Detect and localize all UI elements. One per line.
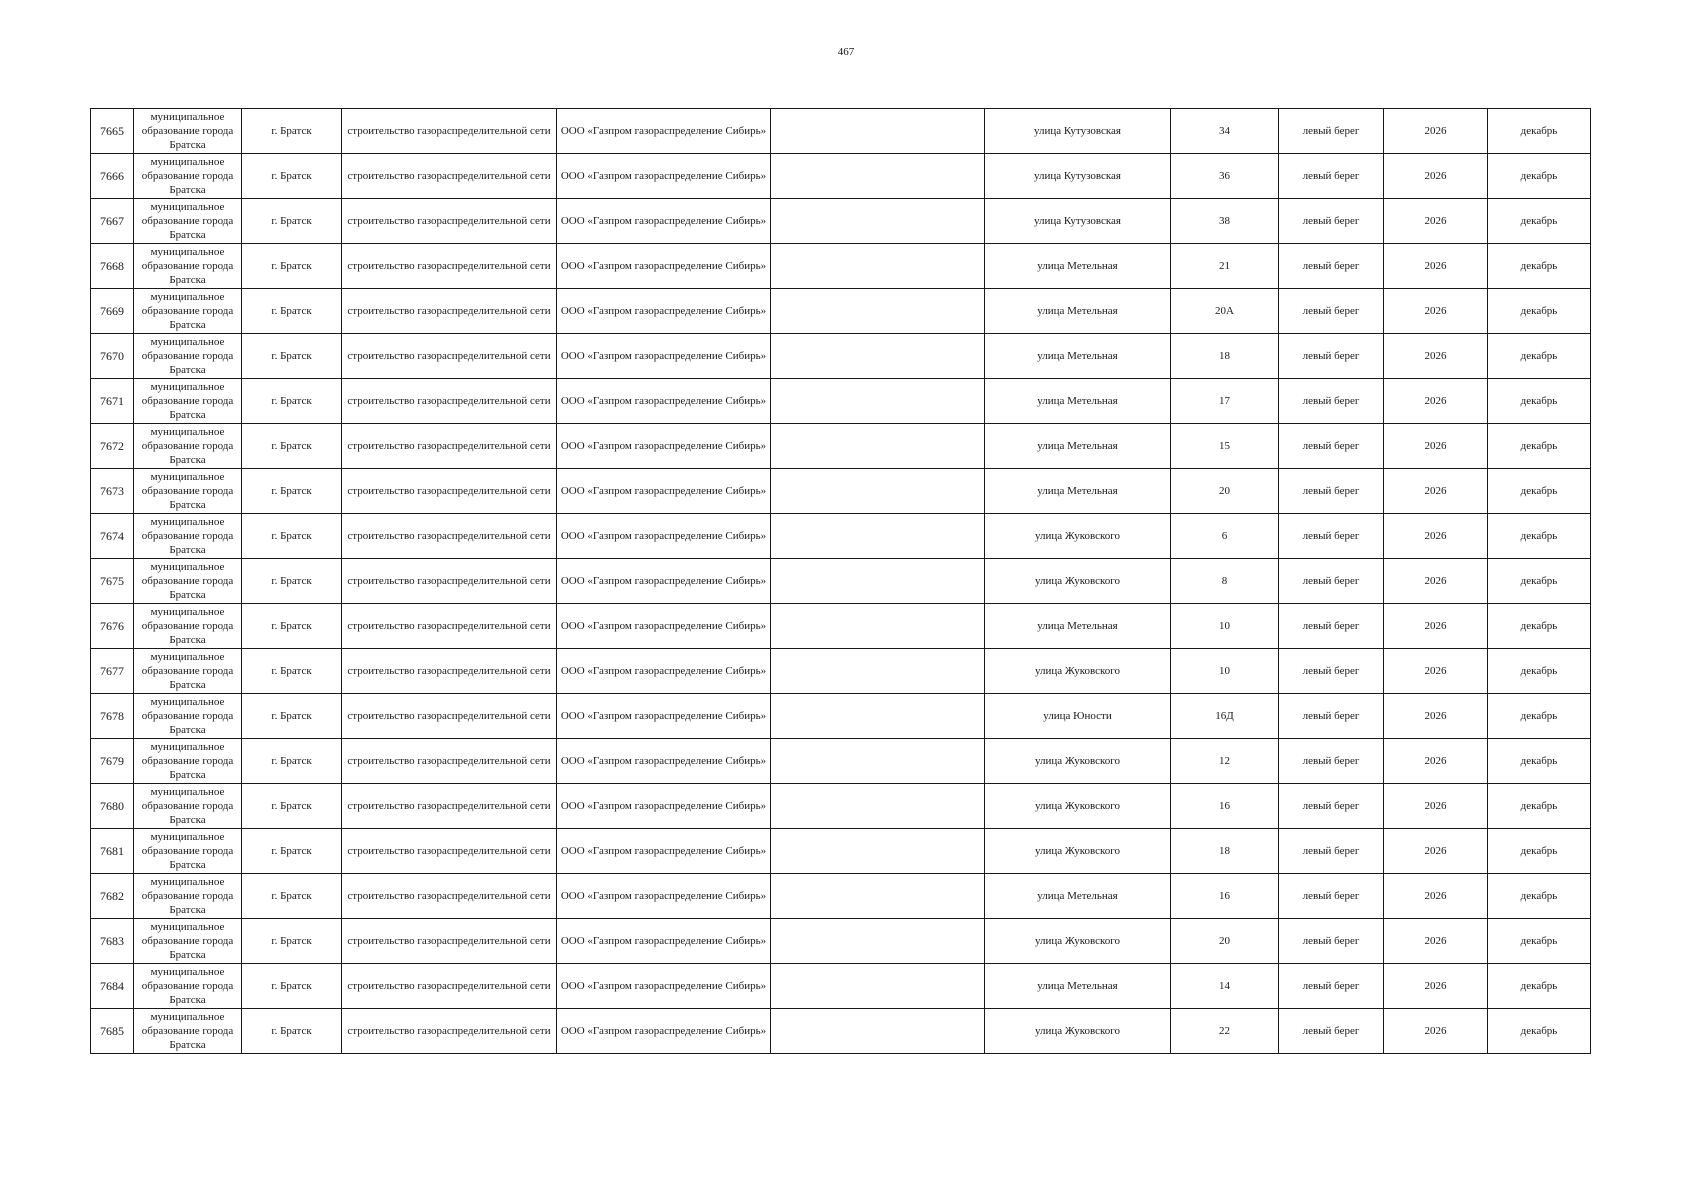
city-cell: г. Братск bbox=[242, 424, 342, 469]
month-cell: декабрь bbox=[1488, 514, 1591, 559]
river-bank-cell: левый берег bbox=[1279, 919, 1384, 964]
river-bank-cell: левый берег bbox=[1279, 424, 1384, 469]
river-bank-cell: левый берег bbox=[1279, 964, 1384, 1009]
row-number-cell: 7672 bbox=[91, 424, 134, 469]
organization-cell: ООО «Газпром газораспределение Сибирь» bbox=[557, 874, 771, 919]
river-bank-cell: левый берег bbox=[1279, 649, 1384, 694]
row-number-cell: 7665 bbox=[91, 109, 134, 154]
municipality-cell: муниципальное образование города Братска bbox=[134, 649, 242, 694]
empty-cell bbox=[771, 604, 985, 649]
street-cell: улица Жуковского bbox=[985, 514, 1171, 559]
street-cell: улица Метельная bbox=[985, 424, 1171, 469]
empty-cell bbox=[771, 1009, 985, 1054]
city-cell: г. Братск bbox=[242, 334, 342, 379]
table-row bbox=[91, 289, 1591, 334]
city-cell: г. Братск bbox=[242, 469, 342, 514]
empty-cell bbox=[771, 784, 985, 829]
month-cell: декабрь bbox=[1488, 154, 1591, 199]
year-cell: 2026 bbox=[1384, 469, 1488, 514]
month-cell: декабрь bbox=[1488, 289, 1591, 334]
work-type-cell: строительство газораспределительной сети bbox=[342, 199, 557, 244]
municipality-cell: муниципальное образование города Братска bbox=[134, 784, 242, 829]
house-number-cell: 20 bbox=[1171, 469, 1279, 514]
year-cell: 2026 bbox=[1384, 559, 1488, 604]
year-cell: 2026 bbox=[1384, 334, 1488, 379]
street-cell: улица Жуковского bbox=[985, 649, 1171, 694]
year-cell: 2026 bbox=[1384, 604, 1488, 649]
row-number-cell: 7682 bbox=[91, 874, 134, 919]
month-cell: декабрь bbox=[1488, 109, 1591, 154]
row-number-cell: 7680 bbox=[91, 784, 134, 829]
empty-cell bbox=[771, 964, 985, 1009]
empty-cell bbox=[771, 334, 985, 379]
empty-cell bbox=[771, 559, 985, 604]
work-type-cell: строительство газораспределительной сети bbox=[342, 559, 557, 604]
empty-cell bbox=[771, 424, 985, 469]
city-cell: г. Братск bbox=[242, 829, 342, 874]
river-bank-cell: левый берег bbox=[1279, 514, 1384, 559]
month-cell: декабрь bbox=[1488, 379, 1591, 424]
river-bank-cell: левый берег bbox=[1279, 289, 1384, 334]
month-cell: декабрь bbox=[1488, 424, 1591, 469]
work-type-cell: строительство газораспределительной сети bbox=[342, 109, 557, 154]
row-number-cell: 7675 bbox=[91, 559, 134, 604]
table-row bbox=[91, 874, 1591, 919]
table-row bbox=[91, 1009, 1591, 1054]
river-bank-cell: левый берег bbox=[1279, 739, 1384, 784]
organization-cell: ООО «Газпром газораспределение Сибирь» bbox=[557, 784, 771, 829]
row-number-cell: 7681 bbox=[91, 829, 134, 874]
river-bank-cell: левый берег bbox=[1279, 604, 1384, 649]
empty-cell bbox=[771, 649, 985, 694]
month-cell: декабрь bbox=[1488, 649, 1591, 694]
river-bank-cell: левый берег bbox=[1279, 334, 1384, 379]
empty-cell bbox=[771, 244, 985, 289]
work-type-cell: строительство газораспределительной сети bbox=[342, 469, 557, 514]
river-bank-cell: левый берег bbox=[1279, 784, 1384, 829]
year-cell: 2026 bbox=[1384, 739, 1488, 784]
river-bank-cell: левый берег bbox=[1279, 109, 1384, 154]
city-cell: г. Братск bbox=[242, 289, 342, 334]
work-type-cell: строительство газораспределительной сети bbox=[342, 964, 557, 1009]
row-number-cell: 7683 bbox=[91, 919, 134, 964]
street-cell: улица Жуковского bbox=[985, 739, 1171, 784]
year-cell: 2026 bbox=[1384, 424, 1488, 469]
year-cell: 2026 bbox=[1384, 964, 1488, 1009]
month-cell: декабрь bbox=[1488, 739, 1591, 784]
month-cell: декабрь bbox=[1488, 469, 1591, 514]
municipality-cell: муниципальное образование города Братска bbox=[134, 964, 242, 1009]
municipality-cell: муниципальное образование города Братска bbox=[134, 379, 242, 424]
organization-cell: ООО «Газпром газораспределение Сибирь» bbox=[557, 649, 771, 694]
table-row bbox=[91, 694, 1591, 739]
row-number-cell: 7679 bbox=[91, 739, 134, 784]
month-cell: декабрь bbox=[1488, 694, 1591, 739]
house-number-cell: 18 bbox=[1171, 829, 1279, 874]
river-bank-cell: левый берег bbox=[1279, 829, 1384, 874]
street-cell: улица Метельная bbox=[985, 964, 1171, 1009]
organization-cell: ООО «Газпром газораспределение Сибирь» bbox=[557, 379, 771, 424]
house-number-cell: 10 bbox=[1171, 649, 1279, 694]
month-cell: декабрь bbox=[1488, 964, 1591, 1009]
house-number-cell: 16Д bbox=[1171, 694, 1279, 739]
street-cell: улица Метельная bbox=[985, 874, 1171, 919]
city-cell: г. Братск bbox=[242, 1009, 342, 1054]
work-type-cell: строительство газораспределительной сети bbox=[342, 334, 557, 379]
year-cell: 2026 bbox=[1384, 199, 1488, 244]
month-cell: декабрь bbox=[1488, 829, 1591, 874]
organization-cell: ООО «Газпром газораспределение Сибирь» bbox=[557, 154, 771, 199]
municipality-cell: муниципальное образование города Братска bbox=[134, 199, 242, 244]
house-number-cell: 6 bbox=[1171, 514, 1279, 559]
work-type-cell: строительство газораспределительной сети bbox=[342, 154, 557, 199]
municipality-cell: муниципальное образование города Братска bbox=[134, 604, 242, 649]
street-cell: улица Метельная bbox=[985, 379, 1171, 424]
row-number-cell: 7670 bbox=[91, 334, 134, 379]
river-bank-cell: левый берег bbox=[1279, 694, 1384, 739]
gas-network-table bbox=[90, 108, 1591, 1054]
municipality-cell: муниципальное образование города Братска bbox=[134, 874, 242, 919]
city-cell: г. Братск bbox=[242, 514, 342, 559]
table-row bbox=[91, 109, 1591, 154]
table-row bbox=[91, 334, 1591, 379]
house-number-cell: 10 bbox=[1171, 604, 1279, 649]
table-row bbox=[91, 829, 1591, 874]
street-cell: улица Жуковского bbox=[985, 829, 1171, 874]
work-type-cell: строительство газораспределительной сети bbox=[342, 784, 557, 829]
house-number-cell: 16 bbox=[1171, 784, 1279, 829]
river-bank-cell: левый берег bbox=[1279, 874, 1384, 919]
organization-cell: ООО «Газпром газораспределение Сибирь» bbox=[557, 199, 771, 244]
year-cell: 2026 bbox=[1384, 244, 1488, 289]
city-cell: г. Братск bbox=[242, 784, 342, 829]
row-number-cell: 7674 bbox=[91, 514, 134, 559]
river-bank-cell: левый берег bbox=[1279, 469, 1384, 514]
municipality-cell: муниципальное образование города Братска bbox=[134, 109, 242, 154]
river-bank-cell: левый берег bbox=[1279, 244, 1384, 289]
river-bank-cell: левый берег bbox=[1279, 154, 1384, 199]
table-row bbox=[91, 604, 1591, 649]
street-cell: улица Жуковского bbox=[985, 1009, 1171, 1054]
house-number-cell: 20А bbox=[1171, 289, 1279, 334]
organization-cell: ООО «Газпром газораспределение Сибирь» bbox=[557, 424, 771, 469]
house-number-cell: 12 bbox=[1171, 739, 1279, 784]
municipality-cell: муниципальное образование города Братска bbox=[134, 694, 242, 739]
organization-cell: ООО «Газпром газораспределение Сибирь» bbox=[557, 694, 771, 739]
street-cell: улица Жуковского bbox=[985, 784, 1171, 829]
city-cell: г. Братск bbox=[242, 379, 342, 424]
table-row bbox=[91, 919, 1591, 964]
table-row bbox=[91, 199, 1591, 244]
table-row bbox=[91, 154, 1591, 199]
municipality-cell: муниципальное образование города Братска bbox=[134, 469, 242, 514]
work-type-cell: строительство газораспределительной сети bbox=[342, 379, 557, 424]
row-number-cell: 7671 bbox=[91, 379, 134, 424]
city-cell: г. Братск bbox=[242, 874, 342, 919]
street-cell: улица Метельная bbox=[985, 289, 1171, 334]
city-cell: г. Братск bbox=[242, 559, 342, 604]
work-type-cell: строительство газораспределительной сети bbox=[342, 694, 557, 739]
work-type-cell: строительство газораспределительной сети bbox=[342, 874, 557, 919]
municipality-cell: муниципальное образование города Братска bbox=[134, 154, 242, 199]
river-bank-cell: левый берег bbox=[1279, 559, 1384, 604]
work-type-cell: строительство газораспределительной сети bbox=[342, 1009, 557, 1054]
empty-cell bbox=[771, 289, 985, 334]
house-number-cell: 17 bbox=[1171, 379, 1279, 424]
city-cell: г. Братск bbox=[242, 739, 342, 784]
street-cell: улица Метельная bbox=[985, 244, 1171, 289]
work-type-cell: строительство газораспределительной сети bbox=[342, 514, 557, 559]
organization-cell: ООО «Газпром газораспределение Сибирь» bbox=[557, 559, 771, 604]
row-number-cell: 7676 bbox=[91, 604, 134, 649]
house-number-cell: 18 bbox=[1171, 334, 1279, 379]
work-type-cell: строительство газораспределительной сети bbox=[342, 424, 557, 469]
street-cell: улица Метельная bbox=[985, 604, 1171, 649]
table-row bbox=[91, 424, 1591, 469]
organization-cell: ООО «Газпром газораспределение Сибирь» bbox=[557, 334, 771, 379]
row-number-cell: 7684 bbox=[91, 964, 134, 1009]
house-number-cell: 16 bbox=[1171, 874, 1279, 919]
work-type-cell: строительство газораспределительной сети bbox=[342, 244, 557, 289]
table-row bbox=[91, 784, 1591, 829]
organization-cell: ООО «Газпром газораспределение Сибирь» bbox=[557, 244, 771, 289]
table-row bbox=[91, 559, 1591, 604]
year-cell: 2026 bbox=[1384, 919, 1488, 964]
organization-cell: ООО «Газпром газораспределение Сибирь» bbox=[557, 604, 771, 649]
work-type-cell: строительство газораспределительной сети bbox=[342, 919, 557, 964]
city-cell: г. Братск bbox=[242, 964, 342, 1009]
work-type-cell: строительство газораспределительной сети bbox=[342, 289, 557, 334]
street-cell: улица Юности bbox=[985, 694, 1171, 739]
house-number-cell: 22 bbox=[1171, 1009, 1279, 1054]
month-cell: декабрь bbox=[1488, 784, 1591, 829]
municipality-cell: муниципальное образование города Братска bbox=[134, 244, 242, 289]
year-cell: 2026 bbox=[1384, 784, 1488, 829]
year-cell: 2026 bbox=[1384, 109, 1488, 154]
organization-cell: ООО «Газпром газораспределение Сибирь» bbox=[557, 964, 771, 1009]
municipality-cell: муниципальное образование города Братска bbox=[134, 1009, 242, 1054]
empty-cell bbox=[771, 514, 985, 559]
organization-cell: ООО «Газпром газораспределение Сибирь» bbox=[557, 1009, 771, 1054]
year-cell: 2026 bbox=[1384, 874, 1488, 919]
table-body bbox=[91, 109, 1591, 1054]
river-bank-cell: левый берег bbox=[1279, 199, 1384, 244]
city-cell: г. Братск bbox=[242, 604, 342, 649]
city-cell: г. Братск bbox=[242, 244, 342, 289]
table-row bbox=[91, 964, 1591, 1009]
row-number-cell: 7669 bbox=[91, 289, 134, 334]
year-cell: 2026 bbox=[1384, 514, 1488, 559]
empty-cell bbox=[771, 469, 985, 514]
house-number-cell: 21 bbox=[1171, 244, 1279, 289]
work-type-cell: строительство газораспределительной сети bbox=[342, 829, 557, 874]
month-cell: декабрь bbox=[1488, 874, 1591, 919]
month-cell: декабрь bbox=[1488, 334, 1591, 379]
organization-cell: ООО «Газпром газораспределение Сибирь» bbox=[557, 514, 771, 559]
empty-cell bbox=[771, 919, 985, 964]
municipality-cell: муниципальное образование города Братска bbox=[134, 559, 242, 604]
municipality-cell: муниципальное образование города Братска bbox=[134, 514, 242, 559]
year-cell: 2026 bbox=[1384, 829, 1488, 874]
street-cell: улица Жуковского bbox=[985, 559, 1171, 604]
work-type-cell: строительство газораспределительной сети bbox=[342, 739, 557, 784]
year-cell: 2026 bbox=[1384, 289, 1488, 334]
year-cell: 2026 bbox=[1384, 154, 1488, 199]
year-cell: 2026 bbox=[1384, 379, 1488, 424]
city-cell: г. Братск bbox=[242, 919, 342, 964]
table-row bbox=[91, 379, 1591, 424]
row-number-cell: 7668 bbox=[91, 244, 134, 289]
page-number: 467 bbox=[837, 46, 855, 58]
row-number-cell: 7677 bbox=[91, 649, 134, 694]
empty-cell bbox=[771, 109, 985, 154]
organization-cell: ООО «Газпром газораспределение Сибирь» bbox=[557, 469, 771, 514]
empty-cell bbox=[771, 379, 985, 424]
table-row bbox=[91, 649, 1591, 694]
house-number-cell: 34 bbox=[1171, 109, 1279, 154]
street-cell: улица Кутузовская bbox=[985, 199, 1171, 244]
work-type-cell: строительство газораспределительной сети bbox=[342, 649, 557, 694]
empty-cell bbox=[771, 874, 985, 919]
month-cell: декабрь bbox=[1488, 199, 1591, 244]
house-number-cell: 38 bbox=[1171, 199, 1279, 244]
month-cell: декабрь bbox=[1488, 559, 1591, 604]
month-cell: декабрь bbox=[1488, 1009, 1591, 1054]
house-number-cell: 14 bbox=[1171, 964, 1279, 1009]
street-cell: улица Кутузовская bbox=[985, 154, 1171, 199]
table-row bbox=[91, 739, 1591, 784]
municipality-cell: муниципальное образование города Братска bbox=[134, 739, 242, 784]
house-number-cell: 15 bbox=[1171, 424, 1279, 469]
empty-cell bbox=[771, 694, 985, 739]
table-row bbox=[91, 469, 1591, 514]
house-number-cell: 36 bbox=[1171, 154, 1279, 199]
row-number-cell: 7666 bbox=[91, 154, 134, 199]
empty-cell bbox=[771, 739, 985, 784]
organization-cell: ООО «Газпром газораспределение Сибирь» bbox=[557, 919, 771, 964]
organization-cell: ООО «Газпром газораспределение Сибирь» bbox=[557, 829, 771, 874]
organization-cell: ООО «Газпром газораспределение Сибирь» bbox=[557, 289, 771, 334]
city-cell: г. Братск bbox=[242, 154, 342, 199]
table-row bbox=[91, 514, 1591, 559]
municipality-cell: муниципальное образование города Братска bbox=[134, 424, 242, 469]
river-bank-cell: левый берег bbox=[1279, 1009, 1384, 1054]
table-row bbox=[91, 244, 1591, 289]
street-cell: улица Метельная bbox=[985, 469, 1171, 514]
year-cell: 2026 bbox=[1384, 649, 1488, 694]
house-number-cell: 20 bbox=[1171, 919, 1279, 964]
street-cell: улица Метельная bbox=[985, 334, 1171, 379]
city-cell: г. Братск bbox=[242, 199, 342, 244]
row-number-cell: 7685 bbox=[91, 1009, 134, 1054]
year-cell: 2026 bbox=[1384, 1009, 1488, 1054]
organization-cell: ООО «Газпром газораспределение Сибирь» bbox=[557, 109, 771, 154]
municipality-cell: муниципальное образование города Братска bbox=[134, 334, 242, 379]
organization-cell: ООО «Газпром газораспределение Сибирь» bbox=[557, 739, 771, 784]
empty-cell bbox=[771, 829, 985, 874]
city-cell: г. Братск bbox=[242, 649, 342, 694]
month-cell: декабрь bbox=[1488, 604, 1591, 649]
month-cell: декабрь bbox=[1488, 919, 1591, 964]
row-number-cell: 7673 bbox=[91, 469, 134, 514]
year-cell: 2026 bbox=[1384, 694, 1488, 739]
row-number-cell: 7667 bbox=[91, 199, 134, 244]
house-number-cell: 8 bbox=[1171, 559, 1279, 604]
street-cell: улица Жуковского bbox=[985, 919, 1171, 964]
row-number-cell: 7678 bbox=[91, 694, 134, 739]
municipality-cell: муниципальное образование города Братска bbox=[134, 289, 242, 334]
work-type-cell: строительство газораспределительной сети bbox=[342, 604, 557, 649]
municipality-cell: муниципальное образование города Братска bbox=[134, 919, 242, 964]
river-bank-cell: левый берег bbox=[1279, 379, 1384, 424]
month-cell: декабрь bbox=[1488, 244, 1591, 289]
street-cell: улица Кутузовская bbox=[985, 109, 1171, 154]
empty-cell bbox=[771, 154, 985, 199]
city-cell: г. Братск bbox=[242, 109, 342, 154]
empty-cell bbox=[771, 199, 985, 244]
city-cell: г. Братск bbox=[242, 694, 342, 739]
municipality-cell: муниципальное образование города Братска bbox=[134, 829, 242, 874]
